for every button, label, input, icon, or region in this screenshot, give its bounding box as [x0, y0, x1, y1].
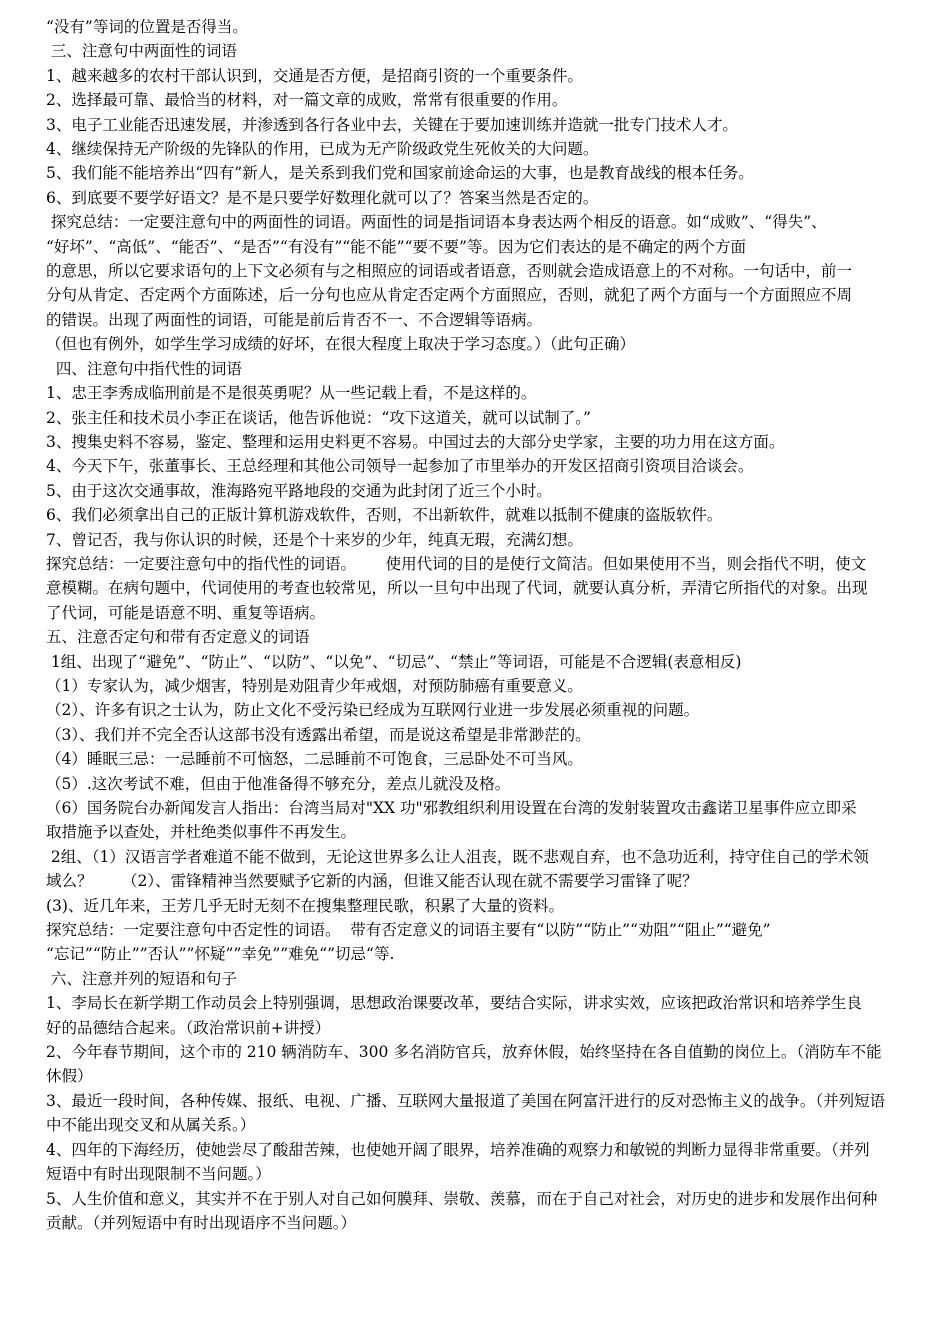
text-line: 1、李局长在新学期工作动员会上特别强调，思想政治课要改革，要结合实际，讲求实效，应该把政治常识和培养学生良	[46, 994, 862, 1013]
text-line: 6、到底要不要学好语文？是不是只要学好数理化就可以了？答案当然是否定的。	[46, 188, 599, 207]
text-line: 探究总结：一定要注意句中的两面性的词语。两面性的词是指词语本身表达两个相反的语意。如“成败”、“得失”、	[46, 213, 827, 232]
text-line: 5、人生价值和意义，其实并不在于别人对自己如何膜拜、崇敬、羡慕，而在于自己对社会，对历史的进步和发展作出何种	[46, 1189, 878, 1208]
text-line: （2）、许多有识之士认为，防止文化不受污染已经成为互联网行业进一步发展必须重视的问题。	[46, 701, 700, 720]
text-line: 五、注意否定句和带有否定意义的词语	[46, 628, 310, 647]
text-line: 3、最近一段时间，各种传媒、报纸、电视、广播、互联网大量报道了美国在阿富汗进行的反对恐怖主义的战争。（并列短语	[46, 1091, 886, 1110]
text-line: 5、由于这次交通事故，淮海路宛平路地段的交通为此封闭了近三个小时。	[46, 481, 552, 500]
text-line: 的意思，所以它要求语句的上下文必须有与之相照应的词语或者语意，否则就会造成语意上的不对称。一句话中，前一	[46, 262, 853, 281]
document-page	[46, 15, 908, 1235]
text-line: 4、四年的下海经历，使她尝尽了酸甜苦辣，也使她开阔了眼界，培养准确的观察力和敏锐的判断力显得非常重要。（并列	[46, 1140, 870, 1159]
text-line: 2、今年春节期间，这个市的 210 辆消防车、300 多名消防官兵，放弃休假，始终坚持在各自值勤的岗位上。（消防车不能	[46, 1043, 882, 1062]
text-line: 域么？ （2）、雷锋精神当然要赋予它新的内涵，但谁又能否认现在就不需要学习雷锋了呢？	[46, 872, 698, 891]
text-line: “忘记”“防止””否认””怀疑””幸免””难免“”切忌“等.	[46, 945, 395, 964]
text-line: 四、注意句中指代性的词语	[46, 359, 242, 378]
text-line: 分句从肯定、否定两个方面陈述，后一分句也应从肯定否定两个方面照应，否则，就犯了两个方面与一个方面照应不周	[46, 286, 853, 305]
text-line: 1组、出现了“避免”、“防止”、“以防”、“以免”、“切忌”、“禁止”等词语，可能是不合逻辑(表意相反)	[46, 652, 742, 671]
text-line: “好坏”、“高低”、“能否”、“是否”“有没有”“能不能”“要不要”等。因为它们表达的是不确定的两个方面	[46, 237, 746, 256]
text-line: （5）.这次考试不难，但由于他准备得不够充分，差点儿就没及格。	[46, 774, 511, 793]
text-line: 3、搜集史料不容易，鉴定、整理和运用史料更不容易。中国过去的大部分史学家，主要的功力用在这方面。	[46, 432, 785, 451]
text-line: 的错误。出现了两面性的词语，可能是前后肯否不一、不合逻辑等语病。	[46, 310, 543, 329]
text-line: （6）国务院台办新闻发言人指出：台湾当局对"XX 功"邪教组织利用设置在台湾的发射装置攻击鑫诺卫星事件应立即采	[46, 799, 857, 817]
text-line: 短语中有时出现限制不当问题。）	[46, 1165, 271, 1184]
text-line: “没有”等词的位置是否得当。	[46, 18, 248, 36]
text-line: （但也有例外，如学生学习成绩的好坏，在很大程度上取决于学习态度。）（此句正确）	[46, 335, 636, 354]
text-line: 4、今天下午，张董事长、王总经理和其他公司领导一起参加了市里举办的开发区招商引资项目洽谈会。	[46, 457, 754, 476]
text-line: 六、注意并列的短语和句子	[46, 969, 237, 988]
text-line: （3）、我们并不完全否认这部书没有透露出希望，而是说这希望是非常渺茫的。	[46, 725, 591, 744]
text-line: 三、注意句中两面性的词语	[46, 42, 237, 61]
text-line: （4）睡眠三忌：一忌睡前不可恼怒，二忌睡前不可饱食，三忌卧处不可当风。	[46, 750, 583, 769]
text-line: 3、电子工业能否迅速发展，并渗透到各行各业中去，关键在于要加速训练并造就一批专门技术人才。	[46, 115, 738, 134]
text-line: 2、张主任和技术员小李正在谈话，他告诉他说：“攻下这道关，就可以试制了。”	[46, 408, 591, 427]
text-line: 1、越来越多的农村干部认识到，交通是否方便，是招商引资的一个重要条件。	[46, 66, 583, 85]
text-line: 2组、（1）汉语言学者难道不能不做到，无论这世界多么让人沮丧，既不悲观自弃，也不急功近利，持守住自己的学术领	[46, 847, 869, 866]
text-line: 探究总结：一定要注意句中否定性的词语。 带有否定意义的词语主要有“以防”“防止”“劝阻”“阻止”“避免”	[46, 921, 771, 940]
text-line: 4、继续保持无产阶级的先锋队的作用，已成为无产阶级政党生死攸关的大问题。	[46, 140, 599, 159]
text-line: 1、忠王李秀成临刑前是不是很英勇呢？从一些记载上看，不是这样的。	[46, 384, 537, 403]
text-line: 2、选择最可靠、最恰当的材料，对一篇文章的成败，常常有很重要的作用。	[46, 91, 568, 110]
text-line: 休假）	[46, 1067, 93, 1086]
text-line: 贡献。（并列短语中有时出现语序不当问题。）	[46, 1213, 357, 1232]
text-line: 5、我们能不能培养出“四有”新人，是关系到我们党和国家前途命运的大事，也是教育战线的根本任务。	[46, 164, 754, 183]
text-line: 7、曾记否，我与你认识的时候，还是个十来岁的少年，纯真无瑕，充满幻想。	[46, 530, 583, 549]
text-line: 了代词，可能是语意不明、重复等语病。	[46, 603, 326, 622]
text-line: （1）专家认为，减少烟害，特别是劝阻青少年戒烟，对预防肺癌有重要意义。	[46, 676, 583, 695]
text-line: 6、我们必须拿出自己的正版计算机游戏软件，否则，不出新软件，就难以抵制不健康的盗版软件。	[46, 506, 723, 525]
text-line: 中不能出现交叉和从属关系。）	[46, 1116, 256, 1135]
text-line: 探究总结：一定要注意句中的指代性的词语。 使用代词的目的是使行文简洁。但如果使用不当，则会指代不明，使文	[46, 554, 867, 573]
text-line: 取措施予以查处，并杜绝类似事件不再发生。	[46, 823, 357, 842]
text-line: 好的品德结合起来。（政治常识前+讲授）	[46, 1018, 331, 1037]
text-line: (3)、近几年来，王芳几乎无时无刻不在搜集整理民歌，积累了大量的资料。	[46, 896, 564, 915]
text-line: 意模糊。在病句题中，代词使用的考查也较常见，所以一旦句中出现了代词，就要认真分析，弄清它所指代的对象。出现	[46, 579, 868, 598]
